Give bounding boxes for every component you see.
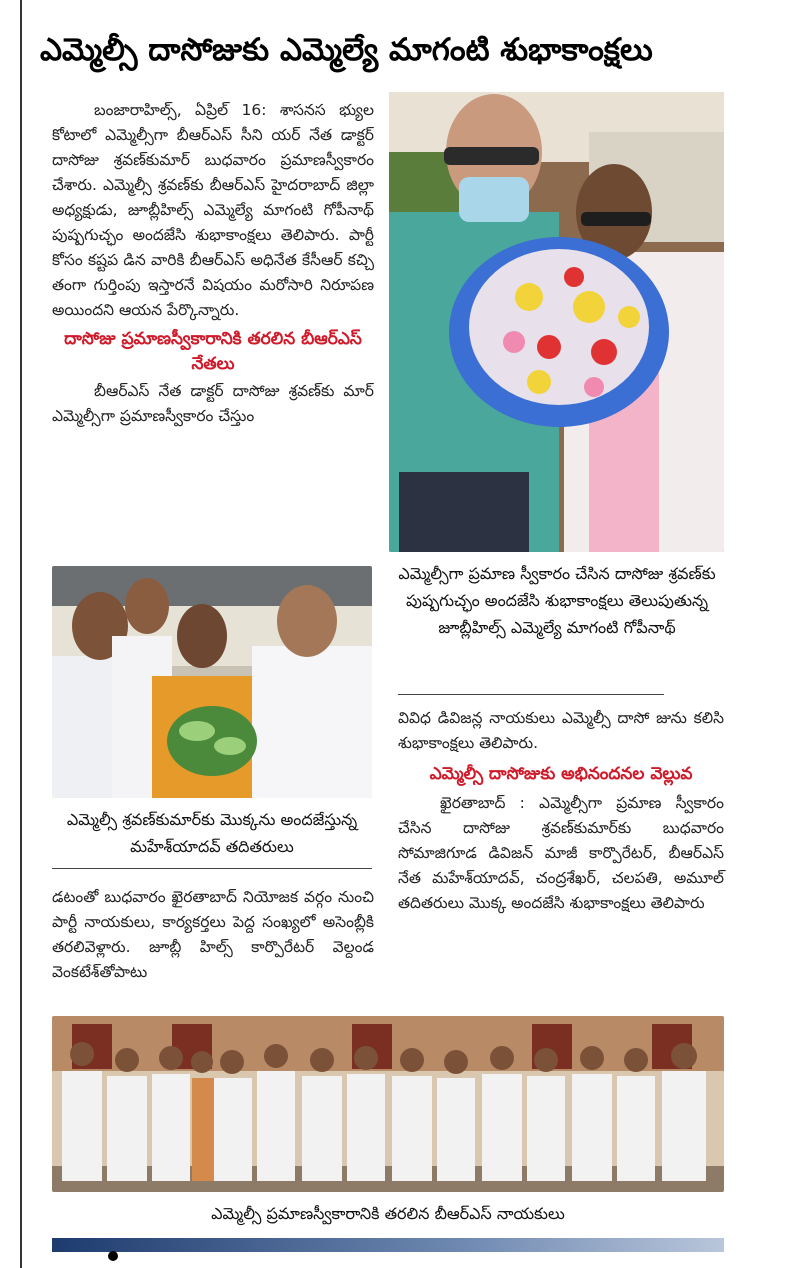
photo-group-caption: ఎమ్మెల్సీ ప్రమాణస్వీకారానికి తరలిన బీఆర్ఎస్ నాయకులు [211,1204,565,1223]
body-paragraph-1: బంజారాహిల్స్, ఏప్రిల్ 16: శాసనస భ్యుల కోటాలో ఎమ్మెల్సీగా బీఆర్ఎస్ సీని యర్ నేత డాక్టర్ దాసోజు శ్రవణ్‌కుమార్ బుధవారం ప్రమాణస్వీకారం చేశారు. ఎమ్మెల్సీ శ్రవణ్‌కు బీఆర్ఎస్ హైదరాబాద్ జిల్లా అధ్యక్షుడు, జూబ్లీహిల్స్ ఎమ్మెల్యే మాగంటి గోపీనాథ్ పుష్పగుచ్ఛం అందజేసి శుభాకాంక్షలు తెలిపారు. పార్టీ కోసం కష్టప డిన వారికి బీఆర్ఎస్ అధినేత కేసీఆర్ కచ్చి తంగా గుర్తింపు ఇస్తారనే విషయం మరోసారి నిరూపణ అయిందని ఆయన పేర్కొన్నారు. [52,101,374,319]
photo-bouquet-image [389,92,724,552]
subhead-left: దాసోజు ప్రమాణస్వీకారానికి తరలిన బీఆర్ఎస్ నేతలు [64,329,362,374]
divider-left [52,868,372,869]
photo-bouquet-caption: ఎమ్మెల్సీగా ప్రమాణ స్వీకారం చేసిన దాసోజు శ్రవణ్‌కు పుష్పగుచ్ఛం అందజేసి శుభాకాంక్షలు తెలుపుతున్న జూబ్లీహిల్స్ ఎమ్మెల్యే మాగంటి గోపీనాథ్ [398,564,716,637]
column-rule-left [20,0,22,1268]
photo-plant-image [52,566,372,798]
photo-bouquet [389,92,724,552]
photo-group-image [52,1016,724,1192]
body-paragraph-3: డటంతో బుధవారం ఖైరతాబాద్ నియోజక వర్గం నుంచి పార్టీ నాయకులు, కార్యకర్తలు పెద్ద సంఖ్యలో అసెంబ్లీకి తరలివెళ్లారు. జూబ్లీ హిల్స్ కార్పొరేటర్ వెల్దండ వెంకటేశ్‌తోపాటు [52,888,374,981]
footer-bar [52,1238,724,1252]
body-paragraph-2: బీఆర్ఎస్ నేత డాక్టర్ దాసోజు శ్రవణ్‌కు మార్ ఎమ్మెల్సీగా ప్రమాణస్వీకారం చేస్తుం [52,382,374,425]
photo-plant-caption: ఎమ్మెల్సీ శ్రవణ్‌కుమార్‌కు మొక్కను అందజేస్తున్న మహేశ్‌యాదవ్ తదితరులు [66,810,358,856]
divider-right [398,694,664,695]
headline: ఎమ్మెల్సీ దాసోజుకు ఎమ్మెల్యే మాగంటి శుభాకాంక్షలు [40,32,653,68]
photo-plant [52,566,372,798]
footer-dot [108,1251,118,1261]
right-column [398,706,724,916]
left-column-top [52,98,374,429]
subhead-right: ఎమ్మెల్సీ దాసోజుకు అభినందనల వెల్లువ [429,764,693,784]
photo-group [52,1016,724,1192]
left-column-bottom [52,885,374,985]
body-paragraph-5: ఖైరతాబాద్ : ఎమ్మెల్సీగా ప్రమాణ స్వీకారం చేసిన దాసోజు శ్రవణ్‌కుమార్‌కు బుధవారం సోమాజిగూడ డివిజన్ మాజీ కార్పొరేటర్, బీఆర్ఎస్ నేత మహేశ్‌యాదవ్, చంద్రశేఖర్, చలపతి, అమూల్ తదితరులు మొక్క అందజేసి శుభాకాంక్షలు తెలిపారు [398,794,724,912]
body-paragraph-4: వివిధ డివిజన్ల నాయకులు ఎమ్మెల్సీ దాసో జును కలిసి శుభాకాంక్షలు తెలిపారు. [398,709,724,752]
